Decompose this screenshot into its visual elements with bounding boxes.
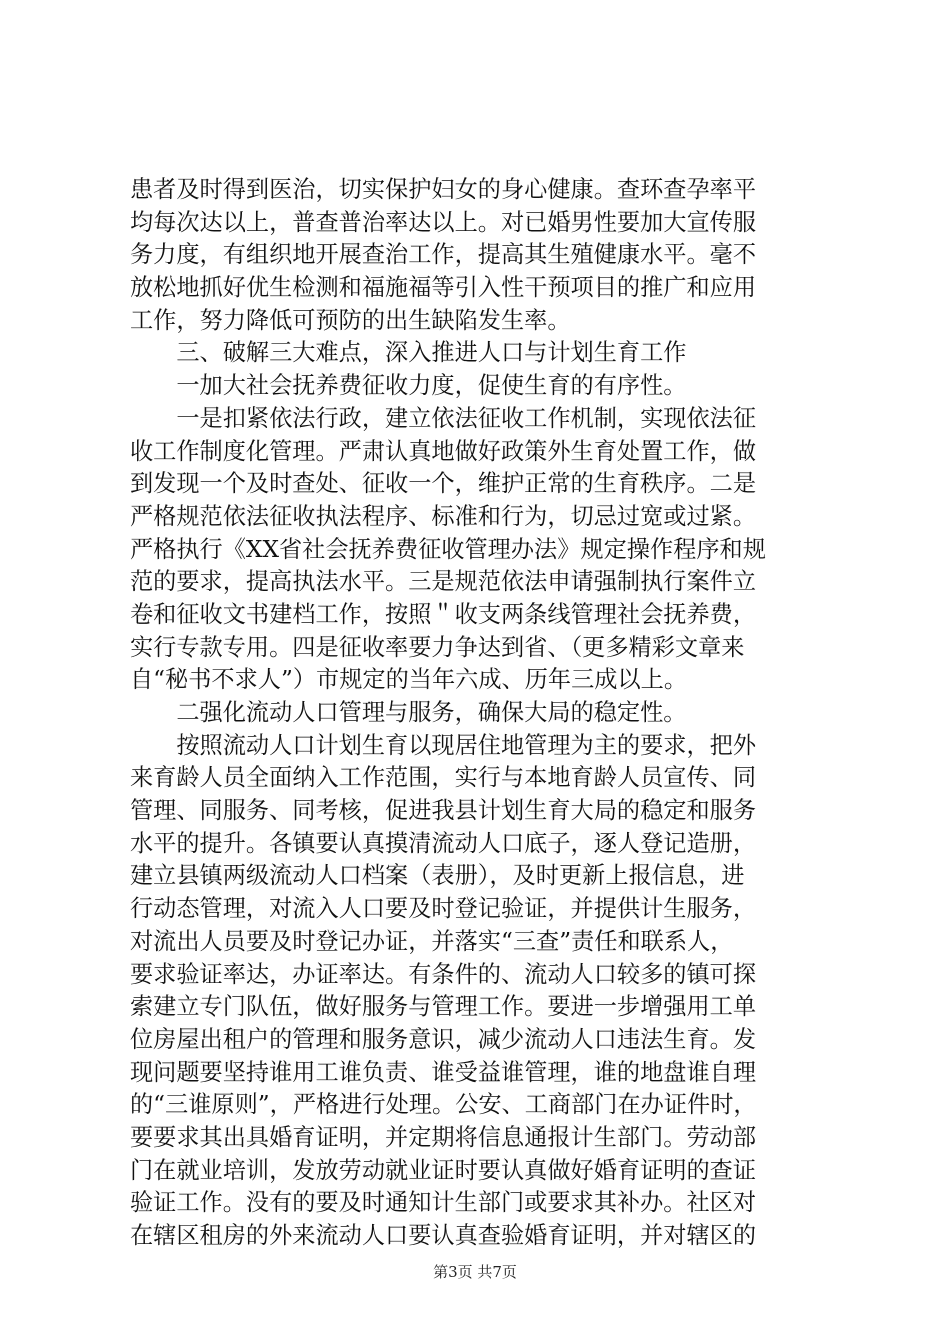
text-line: 一是扣紧依法行政，建立依法征收工作机制，实现依法征: [130, 404, 757, 432]
page-footer: 第3页 共7页: [433, 1263, 517, 1281]
text-line: 现问题要坚持谁用工谁负责、谁受益谁管理，谁的地盘谁自理: [130, 1058, 757, 1086]
text-line: 范的要求，提高执法水平。三是规范依法申请强制执行案件立: [130, 568, 757, 596]
text-line: 三、破解三大难点，深入推进人口与计划生育工作: [130, 339, 687, 367]
body-text: [130, 174, 830, 1253]
text-line: 验证工作。没有的要及时通知计生部门或要求其补办。社区对: [130, 1189, 757, 1217]
text-line: 到发现一个及时查处、征收一个，维护正常的生育秩序。二是: [130, 470, 757, 498]
text-line: 按照流动人口计划生育以现居住地管理为主的要求，把外: [130, 731, 757, 759]
text-line: 来育龄人员全面纳入工作范围，实行与本地育龄人员宣传、同: [130, 764, 757, 792]
text-line: 建立县镇两级流动人口档案（表册），及时更新上报信息，进: [130, 862, 745, 890]
text-line: 的“三谁原则”，严格进行处理。公安、工商部门在办证件时，: [130, 1091, 757, 1119]
text-line: 在辖区租房的外来流动人口要认真查验婚育证明，并对辖区的: [130, 1222, 757, 1249]
text-line: 均每次达以上，普查普治率达以上。对已婚男性要加大宣传服: [130, 208, 757, 236]
text-line: 门在就业培训，发放劳动就业证时要认真做好婚育证明的查证: [130, 1156, 757, 1184]
text-line: 对流出人员要及时登记办证，并落实“三查”责任和联系人，: [130, 927, 734, 955]
text-line: 行动态管理，对流入人口要及时登记验证，并提供计生服务，: [130, 895, 757, 923]
text-line: 自“秘书不求人”）市规定的当年六成、历年三成以上。: [130, 666, 688, 694]
text-line: 要求验证率达，办证率达。有条件的、流动人口较多的镇可探: [130, 960, 757, 988]
text-line: 务力度，有组织地开展查治工作，提高其生殖健康水平。毫不: [130, 241, 757, 269]
text-line: 实行专款专用。四是征收率要力争达到省、（更多精彩文章来: [130, 633, 745, 661]
text-line: 位房屋出租户的管理和服务意识，减少流动人口违法生育。发: [130, 1025, 757, 1053]
text-line: 卷和征收文书建档工作，按照＂收支两条线管理社会抚养费，: [130, 600, 757, 628]
text-line: 二强化流动人口管理与服务，确保大局的稳定性。: [130, 699, 687, 726]
text-line: 工作，努力降低可预防的出生缺陷发生率。: [130, 306, 571, 334]
text-line: 严格规范依法征收执法程序、标准和行为，切忌过宽或过紧。: [130, 502, 757, 530]
text-line: 放松地抓好优生检测和福施福等引入性干预项目的推广和应用: [130, 274, 757, 302]
text-line: 一加大社会抚养费征收力度，促使生育的有序性。: [130, 372, 687, 400]
text-line: 严格执行《XX省社会抚养费征收管理办法》规定操作程序和规: [130, 535, 766, 563]
text-line: 索建立专门队伍，做好服务与管理工作。要进一步增强用工单: [130, 993, 757, 1021]
text-line: 管理、同服务、同考核，促进我县计划生育大局的稳定和服务: [130, 797, 757, 825]
text-line: 患者及时得到医治，切实保护妇女的身心健康。查环查孕率平: [130, 176, 757, 203]
text-line: 要要求其出具婚育证明，并定期将信息通报计生部门。劳动部: [130, 1123, 757, 1151]
text-line: 收工作制度化管理。严肃认真地做好政策外生育处置工作，做: [130, 437, 757, 465]
text-line: 水平的提升。各镇要认真摸清流动人口底子，逐人登记造册，: [130, 829, 757, 857]
